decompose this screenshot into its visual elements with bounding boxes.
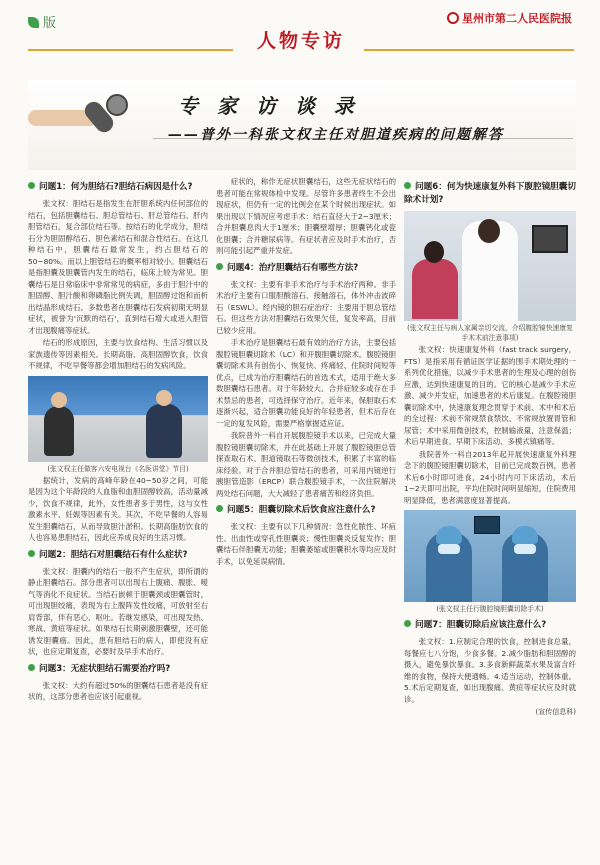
- masthead: [447, 10, 572, 26]
- bullet-icon: [216, 505, 223, 512]
- bullet-icon: [28, 550, 35, 557]
- answer-paragraph: 结石的形成原因，主要与饮食结构、生活习惯以及家族遗传等因素相关。长期高脂、高胆固醇饮食，饮食不规律，不吃早餐等都会增加胆结石的发病风险。: [28, 338, 208, 370]
- question-3-title: 问题3：无症状胆结石需要治疗吗?: [39, 663, 171, 674]
- question-2-heading: [28, 549, 208, 562]
- answer-paragraph: 张文权：1.应制定合理的饮食，控制进食总量，每餐应七八分饱，少食多餐。2.减少脂肪和胆固醇的摄入，避免暴饮暴食。3.多食新鲜蔬菜水果及富含纤维的食物，保持大便通畅。4.适当运动，控制体重。5.术后定期复查，如出现腹痛、黄疸等症状应及时就诊。: [404, 637, 576, 704]
- interview-banner: [28, 80, 576, 170]
- question-7-title: 问题7：胆囊切除后应该注意什么?: [415, 620, 547, 630]
- section-title: 人物专访: [256, 30, 345, 52]
- question-4-heading: [216, 262, 396, 275]
- answer-paragraph: 症状的，称作无症状胆囊结石，这些无症状结石的患者可能在常规体检中发现。尽管许多患者终生不会出现症状，但仍有一定的比例会在某个时候出现症状。如果出现以下情况应考虑手术：结石直径大于2~3厘米；合并胆囊息肉大于1厘米；胆囊壁增厚；胆囊钙化或瓷化胆囊；合并糖尿病等。有症状者应及时手术治疗，否则可能引起严重并发症。: [216, 177, 396, 255]
- doctor-patient-photo: [404, 211, 576, 321]
- question-1-heading: [28, 181, 208, 194]
- answer-paragraph: 张文权：胆囊内的结石一般不产生症状，即所谓的静止胆囊结石。部分患者可以出现右上腹痛、腹胀、嗳气等消化不良症状。当结石嵌顿于胆囊颈或胆囊管时，可出现胆绞痛，表现为右上腹阵发性绞痛，可放射至右肩背部，伴有恶心、呕吐。若继发感染，可出现发热、寒战、黄疸等症状。如果结石长期刺激胆囊壁，还可能诱发胆囊癌。因此，患有胆结石的病人，即使没有症状，也应定期复查，必要时及早手术治疗。: [28, 566, 208, 656]
- microphone-hand-icon: [28, 98, 148, 134]
- banner-title: 专 家 访 谈 录: [178, 94, 360, 118]
- question-4-title: 问题4：治疗胆囊结石有哪些方法?: [227, 262, 359, 273]
- bullet-icon: [28, 182, 35, 189]
- page-section-tag: [28, 12, 56, 31]
- photo-caption: (张文权主任做客六安电视台《名医讲堂》节目): [47, 464, 189, 473]
- answer-paragraph: 我院普外一科自2013年起开展快速康复外科理念下的腹腔镜胆囊切除术，目前已完成数百例，患者术后6小时即可进食，24小时内可下床活动，术后1~2天即可出院，平均住院时间明显缩短，住院费用明显降低，患者满意度显著提高。: [404, 449, 576, 505]
- photo-caption: (张文权主任行腹腔镜胆囊切除手术): [436, 605, 544, 613]
- bullet-icon: [404, 620, 411, 627]
- leaf-icon: [28, 17, 39, 28]
- column-1: [28, 176, 208, 704]
- photo-caption: (张文权主任与病人家属亲切交流，介绍腹腔镜快速康复手术术前注意事项): [407, 324, 573, 342]
- banner-subtitle: ——普外一科张文权主任对胆道疾病的问题解答: [168, 127, 504, 143]
- surgery-photo: [404, 510, 576, 602]
- column-3: [404, 176, 576, 720]
- header-rule-left: [28, 49, 233, 51]
- masthead-label: 星州市第二人民医院报: [462, 12, 572, 25]
- question-3-heading: [28, 663, 208, 676]
- answer-paragraph: 我院普外一科自开展腹腔镜手术以来，已完成大量腹腔镜胆囊切除术，并在此基础上开展了腹腔镜胆总管探查取石术、胆道镜取石等微创技术，积累了丰富的临床经验。对于合并胆总管结石的患者，可采用内镜逆行胰胆管造影（ERCP）联合腹腔镜手术，一次住院解决两处结石问题，大大减轻了患者痛苦和经济负担。: [216, 431, 396, 498]
- bullet-icon: [28, 664, 35, 671]
- answer-paragraph: 张文权：快速康复外科（fast track surgery，FTS）是指采用有循证医学证据的围手术期处理的一系列优化措施，以减少手术患者的生理及心理的创伤应激，达到快速康复的目的。它的核心是减少手术应激、减少并发症，加速患者的术后康复。在腹腔镜胆囊切除术中，快速康复理念贯穿于术前、术中和术后的全过程：术前不常规禁食禁饮、不常规放置胃管和尿管；术中采用微创技术，控制输液量，注意保温；术后早期进食、早期下床活动、多模式镇痛等。: [404, 345, 576, 446]
- answer-paragraph: 张文权：大约有超过50%的胆囊结石患者是没有症状的，这部分患者也应该引起重视。: [28, 680, 208, 701]
- bullet-icon: [216, 263, 223, 270]
- question-2-title: 问题2：胆结石对胆囊结石有什么症状?: [39, 549, 188, 560]
- article-source: (宣传信息科): [535, 708, 576, 716]
- question-7-heading: [404, 619, 576, 632]
- column-2: [216, 176, 396, 568]
- answer-paragraph: 张文权：主要有以下几种情况：急性化脓性、坏疽性、出血性或穿孔性胆囊炎；慢性胆囊炎反复发作；胆囊结石伴胆囊无功能；胆囊萎缩或胆囊积水等均应及时手术，以免延误病情。: [216, 522, 396, 566]
- answer-paragraph: 手术治疗是胆囊结石最有效的治疗方法，主要包括腹腔镜胆囊切除术（LC）和开腹胆囊切除术。腹腔镜胆囊切除术具有创伤小、恢复快、疼痛轻、住院时间短等优点，已成为治疗胆囊结石的首选术式，适用于绝大多数胆囊结石患者。对于年龄较大、合并症较多或存在手术禁忌的患者，可选择保守治疗。近年来，保胆取石术逐渐兴起，适合胆囊功能良好的年轻患者，但术后存在一定的复发风险，需要严格掌握适应证。: [216, 338, 396, 428]
- question-1-title: 问题1：何为胆结石?胆结石病因是什么?: [39, 182, 193, 192]
- question-5-heading: [216, 504, 396, 517]
- answer-paragraph: 张文权：胆结石是指发生在肝胆系统内任何部位的结石，包括胆囊结石、胆总管结石、肝总管结石、肝内胆管结石，复合部位结石等。按结石的化学成分，胆结石分为胆固醇结石、胆色素结石和混合性结石。在这几种结石中，胆囊结石最常发生，约占胆结石的50~80%。而以上胆管结石的概率相对较小。胆囊结石是指胆囊及胆囊管内发生的结石，临床上较为常见。胆囊结石是日常临床中非常常见的病症，多由于胆汁中的胆固醇、胆汁酸和卵磷脂比例失调，胆固醇过饱和而析出结晶形成结石。多数患者在胆囊结石发病初期无明显症状，被誉为'沉默的结石'，直到结石增大或进入胆管才出现腹痛等症状。: [28, 199, 208, 335]
- answer-paragraph: 张文权：主要有非手术治疗与手术治疗两种。非手术治疗主要有口服胆酸溶石、接触溶石，体外冲击波碎石（ESWL）。经内镜的胆石症治疗：主要用于胆总管结石。但这些方法对胆囊结石效果欠佳，复发率高，目前已较少应用。: [216, 279, 396, 335]
- page-header: [0, 0, 600, 74]
- question-6-heading: [404, 181, 576, 207]
- hospital-seal-icon: [447, 12, 459, 24]
- header-rule-right: [364, 49, 574, 51]
- tv-interview-photo: [28, 376, 208, 462]
- question-6-title: 问题6：何为快速康复外科下腹腔镜胆囊切除术计划?: [404, 182, 576, 205]
- bullet-icon: [404, 182, 411, 189]
- answer-paragraph: 据统计，发病的高峰年龄在40~50岁之间，可能是因为这个年龄段的人血脂和血胆固醇较高，活动量减少，饮食不规律，此外，女性患者多于男性，这与女性激素水平、妊娠等因素有关。其次，不吃早餐的人容易发生胆囊结石，从而导致胆汁淤积。长期高脂肪饮食的人也容易患胆结石，因此应养成良好的生活习惯。: [28, 475, 208, 542]
- page-tag-label: 版: [43, 16, 57, 31]
- question-5-title: 问题5：胆囊切除术后饮食应注意什么?: [227, 505, 376, 515]
